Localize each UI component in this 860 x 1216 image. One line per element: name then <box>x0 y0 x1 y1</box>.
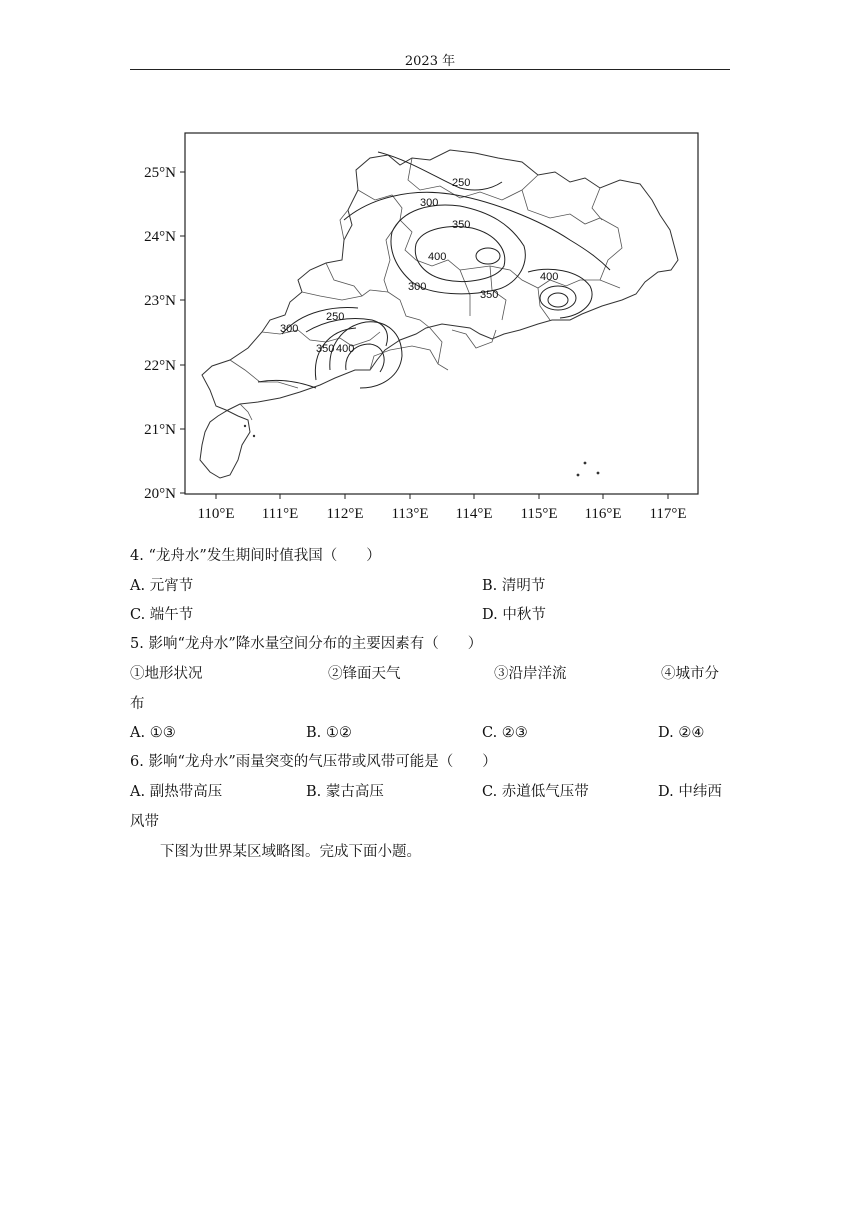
q5-factor-1: ①地形状况 <box>130 666 203 682</box>
islands <box>244 425 600 477</box>
q5-option-d: D. ②④ <box>658 725 705 741</box>
q4-option-c: C. 端午节 <box>130 607 194 623</box>
lon-label-115: 115°E <box>520 506 558 522</box>
lat-label-23: 23°N <box>144 293 176 309</box>
lon-label-113: 113°E <box>391 506 429 522</box>
q5-factor-2: ②锋面天气 <box>328 666 401 682</box>
isoline-label: 250 <box>452 177 471 189</box>
isoline-label: 350 <box>316 343 335 355</box>
q6-option-a: A. 副热带高压 <box>130 784 223 800</box>
q4-option-b: B. 清明节 <box>482 578 546 594</box>
q5-stem: 5. 影响“龙舟水”降水量空间分布的主要因素有（ ） <box>130 636 483 652</box>
isoline-labels <box>280 177 558 355</box>
isoline-label: 300 <box>408 281 427 293</box>
q6-option-d: D. 中纬西 <box>658 784 722 800</box>
isoline-label: 400 <box>336 343 355 355</box>
lat-label-25: 25°N <box>144 165 176 181</box>
lat-label-20: 20°N <box>144 486 176 502</box>
lat-axis <box>144 165 185 502</box>
rainfall-isoline-map <box>130 120 730 530</box>
isoline-label: 350 <box>480 289 499 301</box>
header-rule <box>130 69 730 70</box>
lon-label-110: 110°E <box>197 506 235 522</box>
q5-factor-4: ④城市分 <box>661 666 719 682</box>
q5-option-b: B. ①② <box>306 725 352 741</box>
q6-option-d-cont: 风带 <box>130 814 159 830</box>
q6-stem: 6. 影响“龙舟水”雨量突变的气压带或风带可能是（ ） <box>130 754 497 770</box>
q4-option-a: A. 元宵节 <box>130 578 194 594</box>
isoline-label: 250 <box>326 311 345 323</box>
isoline-label: 400 <box>540 271 559 283</box>
q5-option-c: C. ②③ <box>482 725 528 741</box>
isoline-label: 400 <box>428 251 447 263</box>
province-outline <box>200 150 678 478</box>
lon-label-116: 116°E <box>584 506 622 522</box>
q4-stem: 4. “龙舟水”发生期间时值我国（ ） <box>130 548 381 564</box>
section-intro: 下图为世界某区域略图。完成下面小题。 <box>160 844 421 860</box>
q5-option-a: A. ①③ <box>130 725 176 741</box>
isoline-label: 300 <box>280 323 299 335</box>
lon-axis <box>197 494 686 522</box>
lon-label-114: 114°E <box>455 506 493 522</box>
lon-label-111: 111°E <box>261 506 299 522</box>
page-header: 2023 年 <box>404 54 456 69</box>
isoline-label: 350 <box>452 219 471 231</box>
q4-option-d: D. 中秋节 <box>482 607 546 623</box>
q6-option-b: B. 蒙古高压 <box>306 784 384 800</box>
lon-label-117: 117°E <box>649 506 687 522</box>
q5-factor-4-cont: 布 <box>130 696 145 712</box>
q6-option-c: C. 赤道低气压带 <box>482 784 589 800</box>
q5-factor-3: ③沿岸洋流 <box>494 666 567 682</box>
lon-label-112: 112°E <box>326 506 364 522</box>
lat-label-22: 22°N <box>144 358 176 374</box>
lat-label-21: 21°N <box>144 422 176 438</box>
lat-label-24: 24°N <box>144 229 176 245</box>
isoline-label: 300 <box>420 197 439 209</box>
